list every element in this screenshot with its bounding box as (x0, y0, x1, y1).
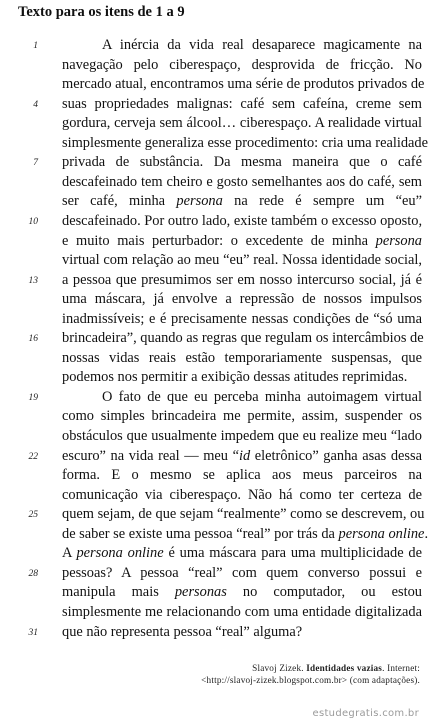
text-line (0, 212, 423, 232)
text-line (0, 95, 423, 115)
line-text: nossas vidas reais estão temporariamente suspensas, que (62, 349, 422, 366)
text-line (0, 192, 423, 212)
text-line (0, 388, 423, 408)
line-text: gordura, cerveja sem álcool… ciberespaço. A realidade virtual (62, 115, 422, 132)
text-line (0, 310, 423, 330)
text-line (0, 290, 423, 310)
line-text: O fato de que eu perceba minha autoimagem virtual (102, 388, 422, 405)
text-line (0, 75, 423, 95)
line-number: 10 (28, 216, 38, 227)
line-text: suas propriedades malignas: café sem cafeína, creme sem (62, 95, 422, 112)
text-line (0, 544, 423, 564)
line-number: 19 (28, 392, 38, 403)
reference-internet-label: . Internet: (382, 663, 420, 673)
text-line (0, 486, 423, 506)
text-line (0, 349, 423, 369)
line-number: 16 (28, 334, 38, 345)
line-text: comunicação via ciberespaço. Não há como ter certeza de (62, 486, 422, 503)
text-line (0, 447, 423, 467)
line-text: de saber se existe uma pessoa “real” por trás da persona online. (62, 525, 428, 542)
text-line (0, 525, 428, 545)
line-text: escuro” na vida real — meu “id eletrônico” ganha asas dessa (62, 447, 422, 464)
line-text: A persona online é uma máscara para uma multiplicidade de (62, 545, 423, 562)
text-line (0, 36, 423, 56)
text-line (0, 623, 423, 643)
line-text: virtual com relação ao meu “eu” real. Nossa identidade social, (62, 252, 422, 269)
text-line (0, 251, 423, 271)
line-number: 25 (28, 510, 38, 521)
text-line (0, 329, 423, 349)
line-text: inadmissíveis; e é precisamente nessas condições de “só uma (62, 310, 422, 327)
text-line (0, 232, 423, 252)
text-line (0, 427, 423, 447)
line-number: 31 (28, 627, 38, 638)
line-number: 1 (33, 41, 38, 51)
text-line (0, 56, 423, 76)
line-text: simplesmente generaliza esse procedimento: cria uma realidade (62, 134, 428, 151)
line-text: uma máscara, já envolve a repressão de nossos impulsos (62, 291, 422, 308)
text-line (0, 368, 423, 388)
line-text: A inércia da vida real desaparece magicamente na (102, 37, 422, 53)
line-text: obstáculos que usualmente impedem que eu realize meu “lado (62, 428, 422, 444)
line-number: 22 (28, 451, 38, 462)
text-line (0, 603, 423, 623)
text-line (0, 173, 423, 193)
reference-line-2: <http://slavoj-zizek.blogspot.com.br> (com adaptações). (201, 675, 420, 685)
text-line (0, 583, 423, 603)
text-line (0, 271, 423, 291)
line-text: mercado atual, encontramos uma série de produtos privados de (62, 76, 425, 93)
section-title: Texto para os itens de 1 a 9 (18, 4, 185, 20)
line-text: pessoas? A pessoa “real” com quem converso possui e (62, 564, 422, 581)
text-line (0, 134, 428, 154)
text-line (0, 407, 423, 427)
line-text: descafeinado tem cheiro e gosto semelhantes aos do café, sem (62, 173, 422, 190)
line-text: manipula mais personas no computador, ou estou (62, 584, 422, 601)
text-line (0, 505, 423, 525)
line-text: navegação pelo ciberespaço, desprovida de fricção. No (62, 56, 422, 73)
line-number: 28 (28, 568, 38, 579)
line-text: e muito mais perturbador: o excedente de minha persona (62, 232, 422, 249)
line-text: que não representa pessoa “real” alguma? (62, 623, 303, 640)
line-text: brincadeira”, quando as regras que regulam os intercâmbios de (62, 330, 424, 347)
line-text: forma. E o mesmo se aplica aos meus parceiros na (62, 467, 422, 484)
text-line (0, 564, 423, 584)
text-line (0, 466, 423, 486)
line-text: simplesmente me relacionando com uma entidade digitalizada (62, 603, 422, 620)
line-text: como simples brincadeira me permite, assim, suspender os (62, 408, 422, 425)
line-text: quem sejam, de que sejam “realmente” como se descrevem, ou (62, 506, 425, 523)
line-number: 4 (33, 99, 38, 110)
text-line (0, 153, 423, 173)
line-text: a pessoa que presumimos ser em nosso intercurso social, já é (62, 271, 422, 288)
line-text: privada de substância. Da mesma maneira que o café (62, 154, 422, 171)
reference-title: Identidades vazias (306, 663, 383, 673)
line-number: 13 (28, 275, 38, 286)
line-text: descafeinado. Por outro lado, existe também o excesso oposto, (62, 212, 423, 229)
line-number: 7 (33, 158, 38, 169)
text-line (0, 114, 423, 134)
line-text: podemos nos permitir a exibição dessas atitudes reprimidas. (62, 369, 408, 386)
line-text: ser café, minha persona na rede é sempre um “eu” (62, 193, 422, 210)
reference-line-1 (252, 662, 420, 674)
watermark: estudegratis.com.br (312, 708, 419, 719)
reference-author: Slavoj Zizek. (252, 663, 307, 673)
